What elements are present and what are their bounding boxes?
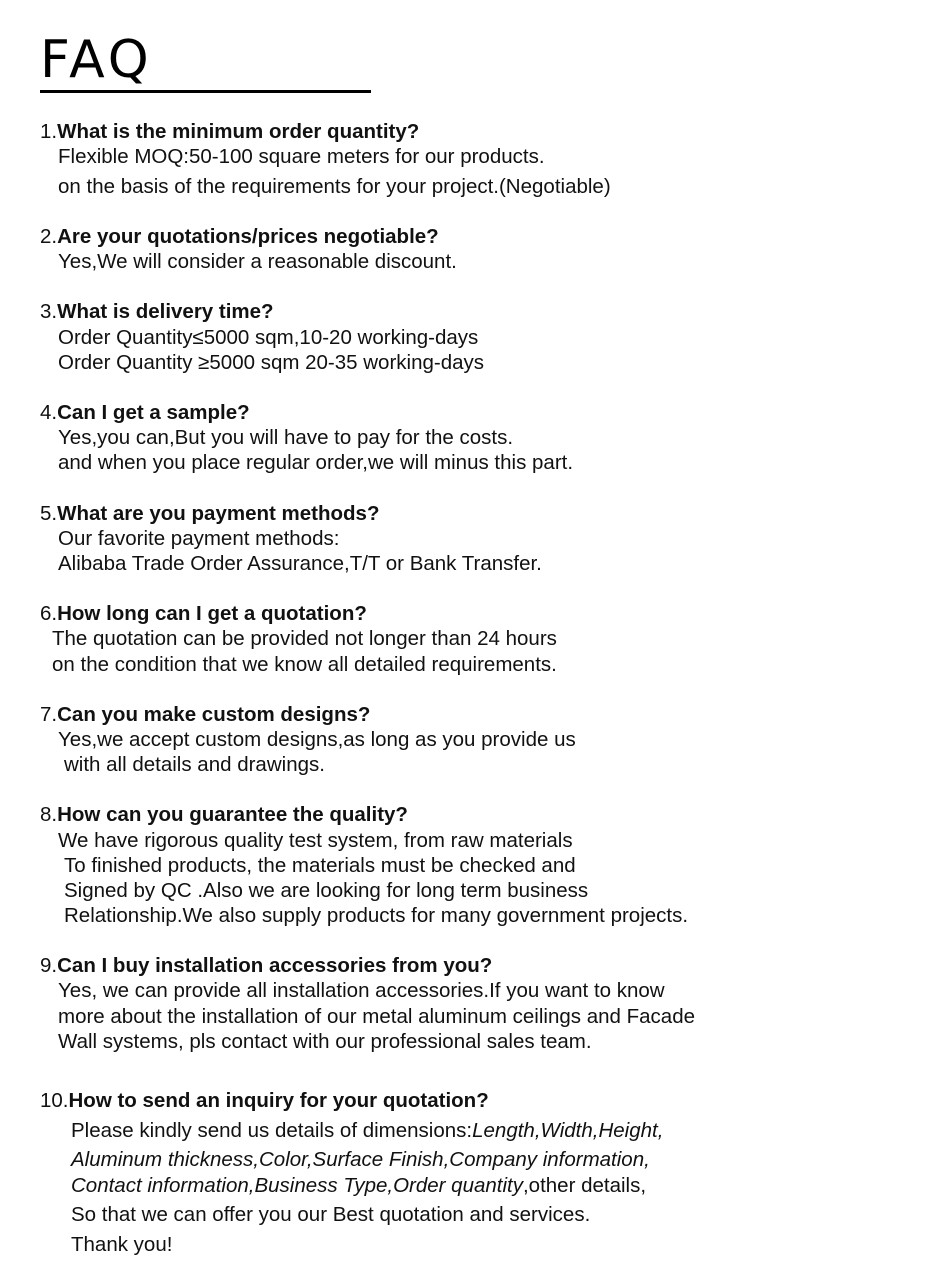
faq-question-text: Can I buy installation accessories from you? (57, 954, 493, 977)
faq-question-10 (40, 1088, 489, 1113)
faq-answer-line: Thank you! (71, 1233, 173, 1256)
faq-question-3 (40, 299, 274, 324)
faq-answer-line: Relationship.We also supply products for many government projects. (64, 904, 689, 927)
title-underline (40, 90, 371, 93)
faq-number: 1. (40, 120, 58, 143)
faq-number: 2. (40, 225, 58, 248)
faq-answer-line: So that we can offer you our Best quotation and services. (71, 1203, 591, 1226)
faq-number: 3. (40, 300, 58, 323)
faq-answer-line: on the condition that we know all detailed requirements. (52, 653, 557, 676)
faq-number: 7. (40, 703, 58, 726)
faq-answer-line: Flexible MOQ:50-100 square meters for our products. (58, 145, 545, 168)
faq-answer-line: Yes,we accept custom designs,as long as you provide us (58, 728, 576, 751)
faq-answer-italic: Aluminum thickness,Color,Surface Finish,Company information, (71, 1148, 650, 1171)
faq-answer-line: Alibaba Trade Order Assurance,T/T or Bank Transfer. (58, 552, 542, 575)
faq-number: 5. (40, 502, 58, 525)
faq-question-text: How to send an inquiry for your quotation? (68, 1089, 489, 1112)
faq-answer-line: Yes,We will consider a reasonable discount. (58, 250, 457, 273)
faq-answer-line: on the basis of the requirements for your project.(Negotiable) (58, 175, 611, 198)
faq-answer-italic: Length,Width,Height, (472, 1119, 664, 1142)
faq-answer-line: To finished products, the materials must be checked and (64, 854, 576, 877)
faq-answer-line (71, 1147, 650, 1172)
faq-answer-line: Our favorite payment methods: (58, 527, 340, 550)
faq-number: 9. (40, 954, 58, 977)
faq-question-text: What is delivery time? (57, 300, 274, 323)
faq-question-1 (40, 119, 419, 144)
faq-question-text: What is the minimum order quantity? (57, 120, 420, 143)
faq-answer-line: Yes, we can provide all installation accessories.If you want to know (58, 979, 665, 1002)
faq-answer-line (71, 1173, 646, 1198)
faq-question-text: What are you payment methods? (57, 502, 380, 525)
faq-question-5 (40, 501, 379, 526)
faq-question-text: How can you guarantee the quality? (57, 803, 408, 826)
faq-question-4 (40, 400, 250, 425)
faq-answer-line: and when you place regular order,we will minus this part. (58, 451, 574, 474)
faq-answer-line: We have rigorous quality test system, from raw materials (58, 829, 573, 852)
faq-answer-line: Order Quantity≤5000 sqm,10-20 working-days (58, 326, 479, 349)
faq-answer-line: The quotation can be provided not longer than 24 hours (52, 627, 557, 650)
faq-question-text: Are your quotations/prices negotiable? (57, 225, 439, 248)
faq-question-text: How long can I get a quotation? (57, 602, 367, 625)
faq-answer-line: Yes,you can,But you will have to pay for the costs. (58, 426, 514, 449)
faq-answer-text: Please kindly send us details of dimensions: (71, 1119, 473, 1142)
faq-answer-line: Signed by QC .Also we are looking for long term business (64, 879, 589, 902)
faq-answer-line: Order Quantity ≥5000 sqm 20-35 working-days (58, 351, 485, 374)
faq-answer-line: more about the installation of our metal aluminum ceilings and Facade (58, 1005, 695, 1028)
faq-number: 10. (40, 1089, 69, 1112)
faq-question-7 (40, 702, 370, 727)
faq-number: 8. (40, 803, 58, 826)
faq-answer-line: with all details and drawings. (64, 753, 325, 776)
faq-answer-text: ,other details, (522, 1174, 647, 1197)
faq-number: 4. (40, 401, 58, 424)
faq-answer-line (71, 1118, 663, 1143)
faq-question-6 (40, 601, 367, 626)
faq-answer-line: Wall systems, pls contact with our professional sales team. (58, 1030, 592, 1053)
faq-question-text: Can you make custom designs? (57, 703, 371, 726)
page-title: FAQ (40, 30, 153, 90)
faq-question-2 (40, 224, 439, 249)
faq-answer-italic: Contact information,Business Type,Order quantity (71, 1174, 523, 1197)
faq-number: 6. (40, 602, 58, 625)
faq-question-text: Can I get a sample? (57, 401, 250, 424)
faq-question-8 (40, 802, 408, 827)
faq-question-9 (40, 953, 492, 978)
